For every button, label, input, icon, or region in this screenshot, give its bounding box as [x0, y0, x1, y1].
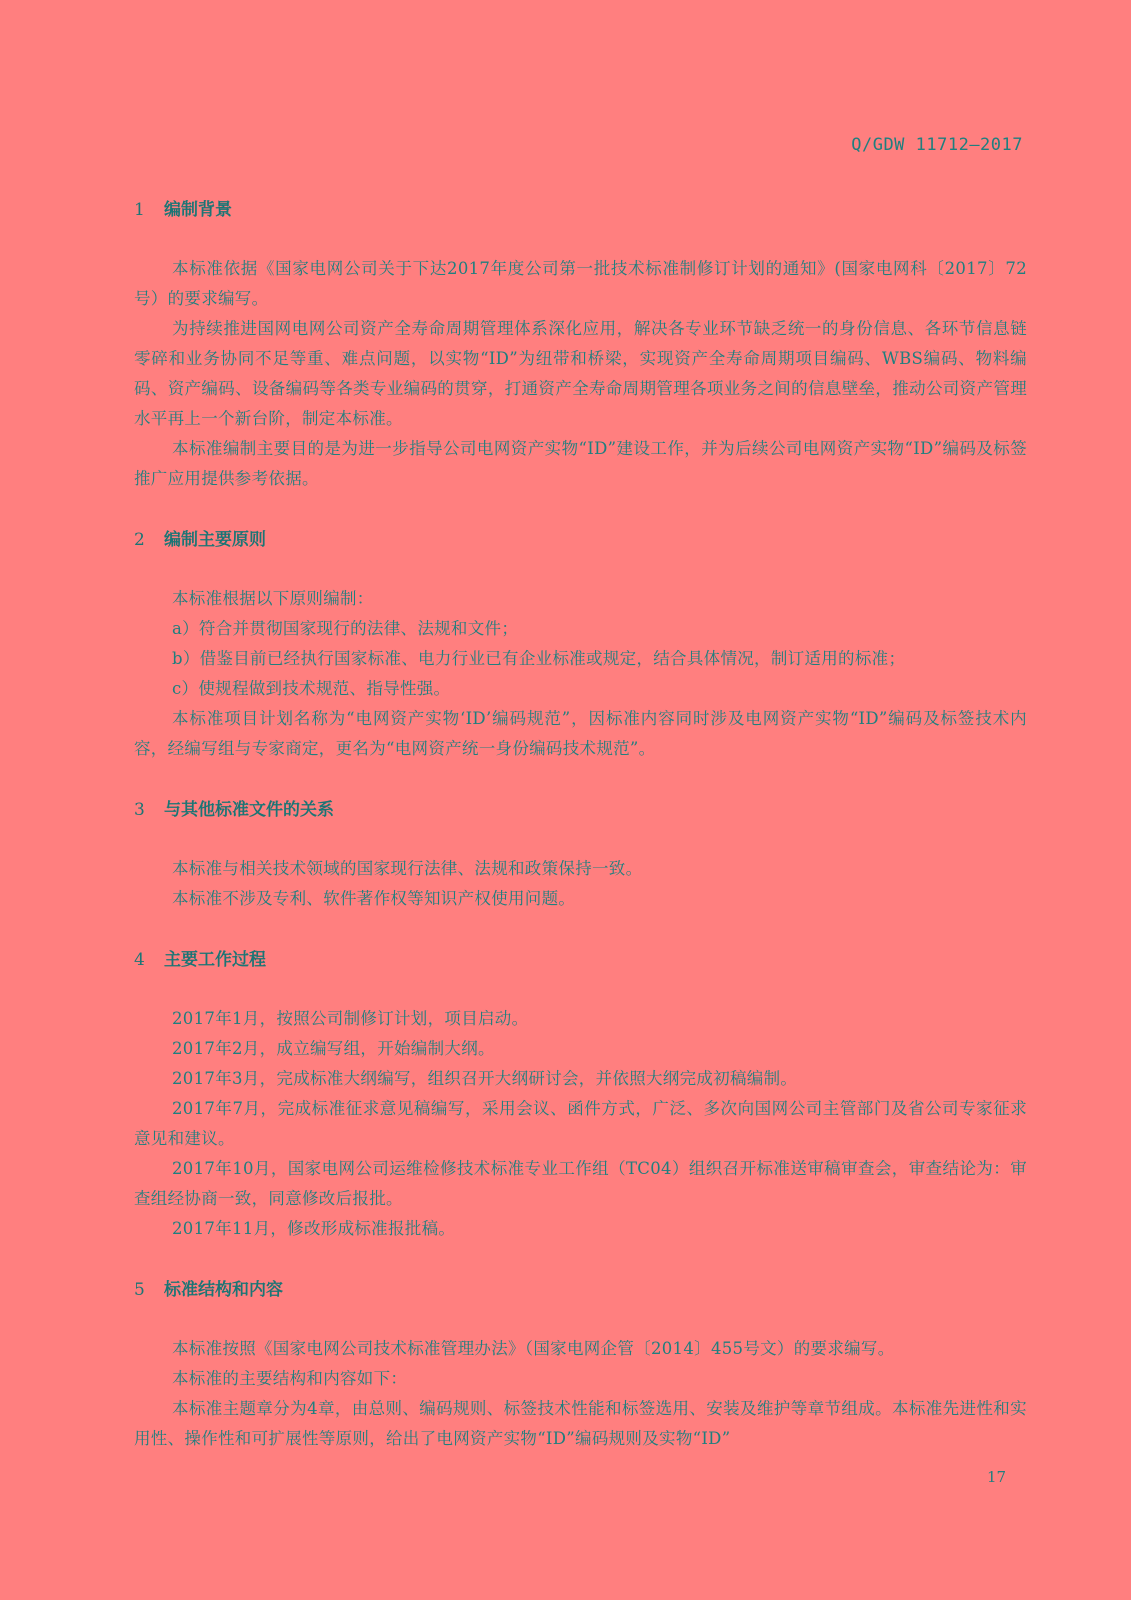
section-title: 编制背景	[164, 200, 232, 220]
paragraph: 2017年10月，国家电网公司运维检修技术标准专业工作组（TC04）组织召开标准送审稿审查会，审查结论为：审查组经协商一致，同意修改后报批。	[134, 1159, 1027, 1208]
section-number: 2	[134, 530, 145, 550]
section-title: 主要工作过程	[164, 950, 266, 970]
paragraph: 本标准与相关技术领域的国家现行法律、法规和政策保持一致。	[172, 859, 643, 878]
list-item: a）符合并贯彻国家现行的法律、法规和文件；	[172, 619, 519, 638]
paragraph: 本标准的主要结构和内容如下：	[172, 1369, 408, 1388]
paragraph: 2017年1月，按照公司制修订计划，项目启动。	[172, 1009, 529, 1028]
page-number: 17	[987, 1468, 1007, 1486]
section-number: 5	[134, 1280, 145, 1300]
section-heading	[134, 946, 1027, 974]
section-title: 编制主要原则	[164, 530, 266, 550]
section-heading	[134, 1276, 1027, 1304]
paragraph: 2017年3月，完成标准大纲编写，组织召开大纲研讨会，并依照大纲完成初稿编制。	[172, 1069, 798, 1088]
section-4	[134, 946, 1027, 1244]
document-body	[134, 196, 1027, 1454]
section-number: 1	[134, 200, 145, 220]
paragraph: 2017年11月，修改形成标准报批稿。	[172, 1219, 456, 1238]
paragraph: 本标准项目计划名称为“电网资产实物‘ID’编码规范”，因标准内容同时涉及电网资产实物“ID”编码及标签技术内容，经编写组与专家商定，更名为“电网资产统一身份编码技术规范”。	[134, 709, 1027, 758]
paragraph: 本标准主题章分为4章，由总则、编码规则、标签技术性能和标签选用、安装及维护等章节组成。本标准先进性和实用性、操作性和可扩展性等原则，给出了电网资产实物“ID”编码规则及实物“ID”	[134, 1399, 1027, 1448]
paragraph: 本标准依据《国家电网公司关于下达2017年度公司第一批技术标准制修订计划的通知》(国家电网科〔2017〕72号）的要求编写。	[134, 259, 1027, 308]
section-heading	[134, 796, 1027, 824]
list-item: c）使规程做到技术规范、指导性强。	[172, 679, 451, 698]
section-1	[134, 196, 1027, 494]
paragraph: 2017年2月，成立编写组，开始编制大纲。	[172, 1039, 495, 1058]
section-title: 标准结构和内容	[164, 1280, 283, 1300]
section-3	[134, 796, 1027, 914]
section-heading	[134, 196, 1027, 224]
document-code-header: Q/GDW 11712—2017	[851, 135, 1023, 155]
section-number: 4	[134, 950, 145, 970]
paragraph: 本标准不涉及专利、软件著作权等知识产权使用问题。	[172, 889, 576, 908]
paragraph: 本标准编制主要目的是为进一步指导公司电网资产实物“ID”建设工作，并为后续公司电网资产实物“ID”编码及标签推广应用提供参考依据。	[134, 439, 1027, 488]
paragraph: 2017年7月，完成标准征求意见稿编写，采用会议、函件方式，广泛、多次向国网公司主管部门及省公司专家征求意见和建议。	[134, 1099, 1027, 1148]
paragraph: 本标准按照《国家电网公司技术标准管理办法》（国家电网企管〔2014〕455号文）的要求编写。	[172, 1339, 895, 1358]
section-2	[134, 526, 1027, 764]
section-5	[134, 1276, 1027, 1454]
section-title: 与其他标准文件的关系	[164, 800, 334, 820]
paragraph: 为持续推进国网电网公司资产全寿命周期管理体系深化应用，解决各专业环节缺乏统一的身份信息、各环节信息链零碎和业务协同不足等重、难点问题，以实物“ID”为纽带和桥梁，实现资产全寿命周期项目编码、WBS编码、物料编码、资产编码、设备编码等各类专业编码的贯穿，打通资产全寿命周期管理各项业务之间的信息壁垒，推动公司资产管理水平再上一个新台阶，制定本标准。	[134, 319, 1027, 428]
section-heading	[134, 526, 1027, 554]
section-number: 3	[134, 800, 145, 820]
paragraph: 本标准根据以下原则编制：	[172, 589, 374, 608]
list-item: b）借鉴目前已经执行国家标准、电力行业已有企业标准或规定，结合具体情况，制订适用的标准；	[172, 649, 906, 668]
